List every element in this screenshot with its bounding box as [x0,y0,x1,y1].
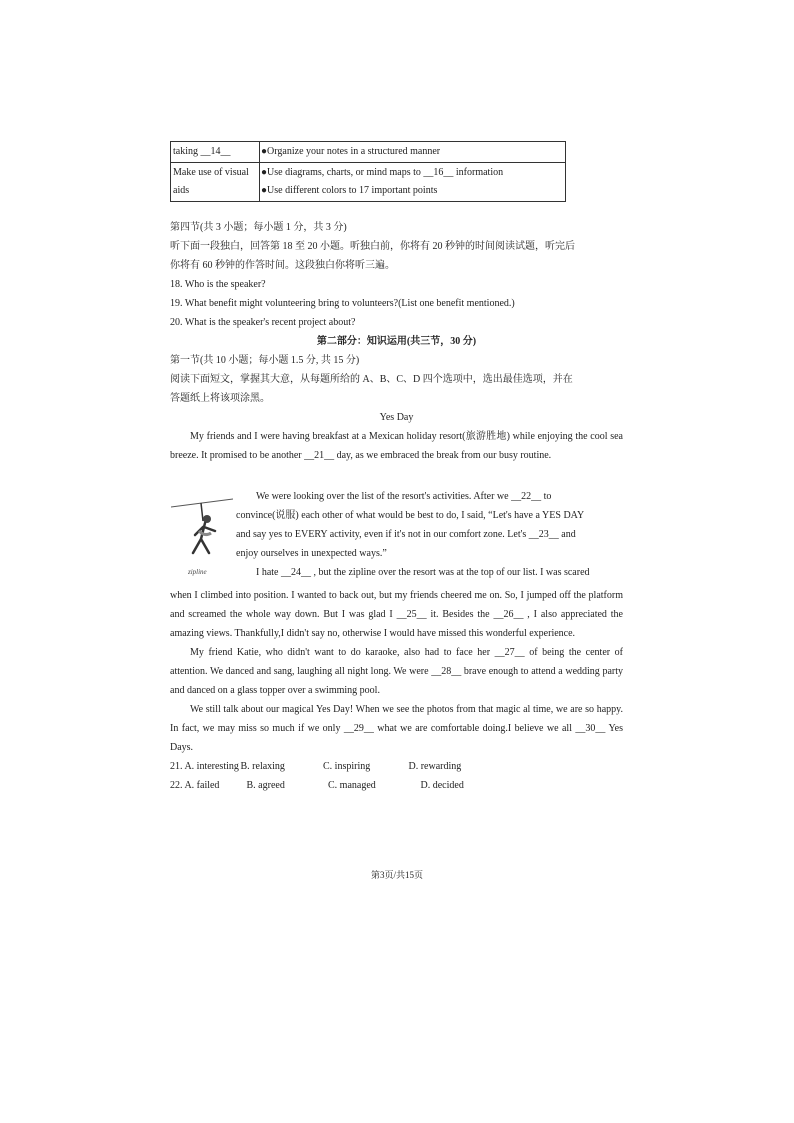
question-19: 19. What benefit might volunteering bring to volunteers?(List one benefit mentioned.) [170,298,515,309]
option: 21. A. interesting [170,761,239,772]
table-cell [260,163,566,202]
passage-paragraph: My friends and I were having breakfast at a Mexican holiday resort(旅游胜地) while enjoying the cool sea breeze. It promised to be another __21__ day, as we embraced the break from our busy routine. [170,431,623,461]
passage-title: Yes Day [379,412,414,423]
option: C. inspiring [323,761,371,772]
passage-paragraph-2 [236,487,623,582]
passage-paragraph: We still talk about our magical Yes Day! When we see the photos from that magic al time, we are so happy. In fact, we may miss so much if we only __29__ what we are comfortable doing.I believe we all __30__ Yes Days. [170,704,623,753]
question-18: 18. Who is the speaker? [170,279,266,290]
table-bullet: ●Use different colors to 17 important points [261,185,438,196]
instructions: 听下面一段独白，回答第 18 至 20 小题。听独白前，你将有 20 秒钟的时间阅读试题，听完后 [170,241,575,252]
table-cell: Make use of visual aids [171,163,260,202]
instructions: 你将有 60 秒钟的作答时间。这段独白你将听三遍。 [170,260,395,271]
option: 22. A. failed [170,780,220,791]
text-line: enjoy ourselves in unexpected ways.” [236,548,387,559]
option: B. relaxing [240,761,285,772]
passage-paragraph: when I climbed into position. I wanted to back out, but my friends cheered me on. So, I jumped off the platform and screamed the whole way down. But I was glad I __25__ it. Besides the __26__ , I also appreciated the amazing views. Thankfully,I didn't say no, otherwise I would have missed this wonderful experience. [170,590,623,639]
options-22 [170,776,623,795]
option: D. rewarding [408,761,462,772]
text-line: and say yes to EVERY activity, even if it's not in our comfort zone. Let's __23__ and [236,529,576,540]
option: C. managed [328,780,376,791]
section-header: 第四节(共 3 小题；每小题 1 分，共 3 分) [170,222,347,233]
options-21 [170,757,623,776]
text-line: I hate __24__ , but the zipline over the resort was at the top of our list. I was scared [256,567,590,578]
note-taking-table [170,141,566,202]
table-cell: taking __14__ [171,142,260,163]
question-20: 20. What is the speaker's recent project about? [170,317,356,328]
section-header: 第一节(共 10 小题；每小题 1.5 分, 共 15 分) [170,355,360,366]
table-bullet: ●Use diagrams, charts, or mind maps to __16__ information [261,167,504,178]
image-caption: zipline [188,568,207,576]
text-line: We were looking over the list of the resort's activities. After we __22__ to [256,491,552,502]
page-number: 第3页/共15页 [370,870,423,880]
text-line: convince(说服) each other of what would be best to do, I said, “Let's have a YES DAY [236,510,585,521]
part-title: 第二部分：知识运用(共三节，30 分) [316,336,477,347]
table-row [171,142,566,163]
instructions: 答题纸上将该项涂黑。 [170,393,270,404]
table-cell [260,142,566,163]
option: D. decided [420,780,464,791]
passage-continued [170,586,623,795]
passage-paragraph: My friend Katie, who didn't want to do karaoke, also had to face her __27__ of being the center of attention. We danced and sang, laughing all night long. We were __28__ brave enough to attend a wedding party and danced on a glass topper over a swimming pool. [170,647,623,696]
table-bullet: ●Organize your notes in a structured manner [261,146,441,157]
table-row [171,163,566,202]
instructions: 阅读下面短文，掌握其大意，从每题所给的 A、B、C、D 四个选项中，选出最佳选项，并在 [170,374,573,385]
section-4 [170,218,623,465]
option: B. agreed [246,780,285,791]
